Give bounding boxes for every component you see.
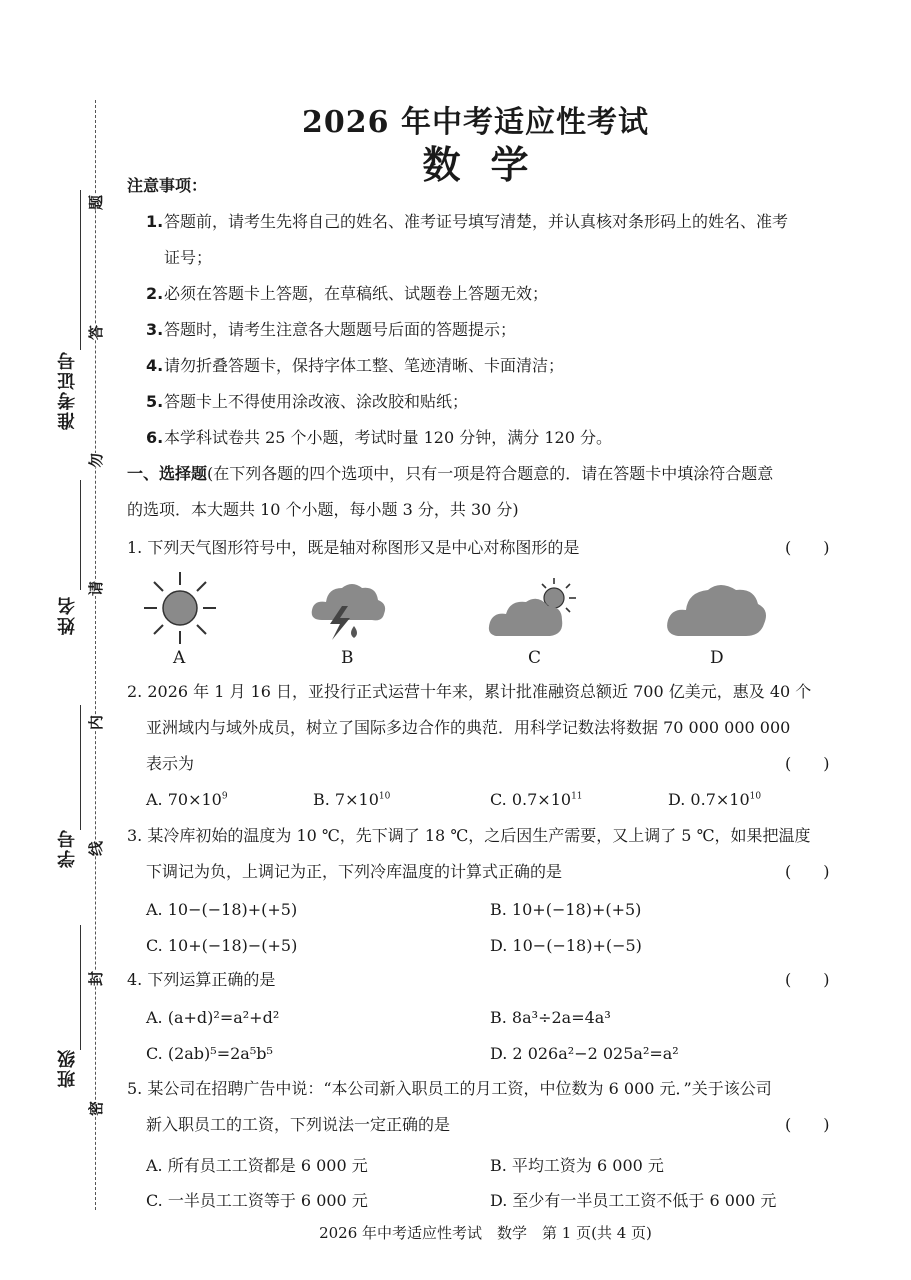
seal-char: 勿 [87,452,106,469]
seal-char: 封 [87,970,106,987]
option-label: B [341,648,354,668]
subject-title: 数学 [422,142,559,187]
answer-paren: ( ) [785,862,830,881]
question-1-stem: 1. 下列天气图形符号中，既是轴对称图形又是中心对称图形的是 [127,538,580,557]
exam-number-line[interactable] [80,190,81,350]
sun-icon [140,568,220,648]
option-4-d: D. 2 026a²−2 025a²=a² [490,1044,679,1063]
option-4-b: B. 8a³÷2a=4a³ [490,1008,611,1027]
answer-paren: ( ) [785,1115,830,1134]
option-2-a: A. $70\times 10^9$ [146,790,228,809]
question-3-line: 下调记为负，上调记为正，下列冷库温度的计算式正确的是 [146,862,563,881]
seal-char: 内 [87,714,106,731]
section-heading-line2: 的选项．本大题共 10 个小题，每小题 3 分，共 30 分) [127,500,519,519]
section-heading: 一、选择题(在下列各题的四个选项中，只有一项是符合题意的．请在答题卡中填涂符合题意 [127,464,774,483]
option-3-c: C. 10+(−18)−(+5) [146,936,298,955]
name-label: 姓名 [57,595,78,635]
question-2-line: 2. 2026 年 1 月 16 日，亚投行正式运营十年来，累计批准融资总额近 700 亿美元，惠及 40 个 [127,682,812,701]
student-id-label: 学号 [57,828,78,868]
option-3-a: A. 10−(−18)+(+5) [146,900,298,919]
question-5-line: 5. 某公司在招聘广告中说：“本公司新入职员工的月工资，中位数为 6 000 元．”关于该公司 [127,1079,772,1098]
seal-dashed-line [95,100,96,1210]
page-footer: 2026 年中考适应性考试 数学 第 1 页(共 4 页) [319,1224,652,1242]
option-5-a: A. 所有员工工资都是 6 000 元 [146,1156,368,1175]
answer-paren: ( ) [785,538,830,557]
question-2-line: 表示为 [146,754,195,773]
question-5-line: 新入职员工的工资，下列说法一定正确的是 [146,1115,451,1134]
seal-char: 请 [87,580,106,597]
seal-char: 密 [87,1100,106,1117]
option-2-c: C. $0.7\times 10^{11}$ [490,790,583,809]
option-5-b: B. 平均工资为 6 000 元 [490,1156,664,1175]
question-2-line: 亚洲域内与域外成员，树立了国际多边合作的典范．用科学记数法将数据 70 000 000 000 [146,718,791,737]
class-line[interactable] [80,925,81,1050]
option-label: D [710,648,724,668]
option-label: A [173,648,186,668]
option-4-a: A. (a+d)²=a²+d² [146,1008,280,1027]
exam-title: 2026 年中考适应性考试 [302,105,649,140]
option-3-b: B. 10+(−18)+(+5) [490,900,642,919]
cloud-sun-icon [486,576,586,646]
option-label: C [528,648,542,668]
option-3-d: D. 10−(−18)+(−5) [490,936,642,955]
seal-char: 线 [87,840,106,857]
option-5-c: C. 一半员工工资等于 6 000 元 [146,1191,368,1210]
question-4-stem: 4. 下列运算正确的是 [127,970,276,989]
option-5-d: D. 至少有一半员工工资不低于 6 000 元 [490,1191,777,1210]
option-2-b: B. $7\times 10^{10}$ [313,790,391,809]
option-4-c: C. (2ab)⁵=2a⁵b⁵ [146,1044,273,1063]
exam-number-label: 准考证号 [57,350,78,430]
cloud-icon [662,574,772,644]
answer-paren: ( ) [785,970,830,989]
option-2-d: D. $0.7\times 10^{10}$ [668,790,762,809]
seal-char: 答 [87,324,106,341]
student-id-line[interactable] [80,705,81,830]
question-3-line: 3. 某冷库初始的温度为 10 ℃，先下调了 18 ℃，之后因生产需要，又上调了 5 ℃，如果把温度 [127,826,811,845]
notice-heading: 注意事项： [127,176,208,195]
seal-char: 题 [87,194,106,211]
thunderstorm-icon [308,576,388,646]
name-line[interactable] [80,480,81,590]
class-label: 班级 [57,1048,78,1088]
answer-paren: ( ) [785,754,830,773]
